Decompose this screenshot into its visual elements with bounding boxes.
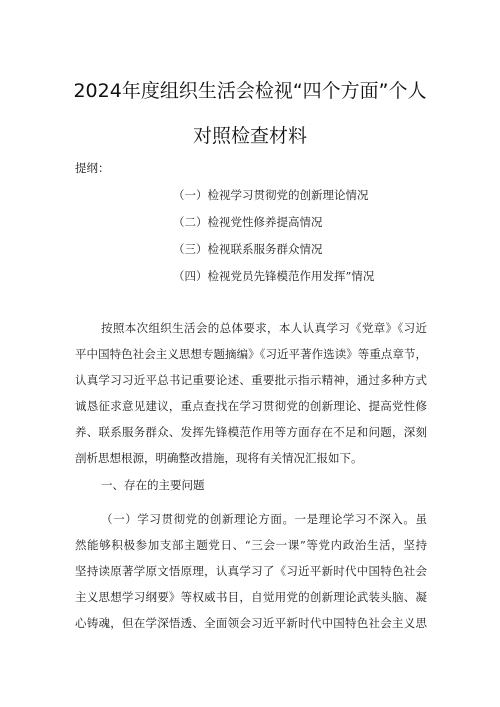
intro-line: 平中国特色社会主义思想专题摘编》《习近平著作选读》等重点章节， (75, 347, 427, 361)
outline-item: （二）检视党性修养提高情况 (173, 215, 323, 229)
body-line: 心铸魂，但在学深悟透、全面领会习近平新时代中国特色社会主义思 (75, 616, 427, 630)
body-line: 然能够积极参加支部主题党日、“三会一课”等党内政治生活，坚持 (75, 538, 427, 552)
body-line: 主义思想学习纲要》等权威书目，自觉用党的创新理论武装头脑、凝 (75, 590, 427, 604)
intro-line: 按照本次组织生活会的总体要求，本人认真学习《党章》《习近 (101, 321, 427, 335)
intro-line: 养、联系服务群众、发挥先锋模范作用等方面存在不足和问题，深刻 (75, 425, 427, 439)
body-line: 坚持读原著学原文悟原理，认真学习了《习近平新时代中国特色社会 (75, 564, 427, 578)
outline-item: （四）检视党员先锋模范作用发挥”情况 (173, 269, 375, 283)
intro-line: 剖析思想根源，明确整改措施，现将有关情况汇报如下。 (75, 451, 363, 465)
body-line: （一）学习贯彻党的创新理论方面。一是理论学习不深入。虽 (101, 512, 427, 526)
intro-line: 诚恳征求意见建议，重点查找在学习贯彻党的创新理论、提高党性修 (75, 399, 427, 413)
document-title-line1: 2024年度组织生活会检视“四个方面”个人 (73, 80, 427, 102)
intro-line: 认真学习习近平总书记重要论述、重要批示指示精神，通过多种方式 (75, 373, 427, 387)
outline-label: 提纲： (75, 161, 110, 175)
outline-item: （一）检视学习贯彻党的创新理论情况 (173, 188, 369, 202)
section-heading: 一、存在的主要问题 (101, 478, 205, 492)
outline-item: （三）检视联系服务群众情况 (173, 242, 323, 256)
document-title-line2: 对照检查材料 (192, 125, 307, 147)
